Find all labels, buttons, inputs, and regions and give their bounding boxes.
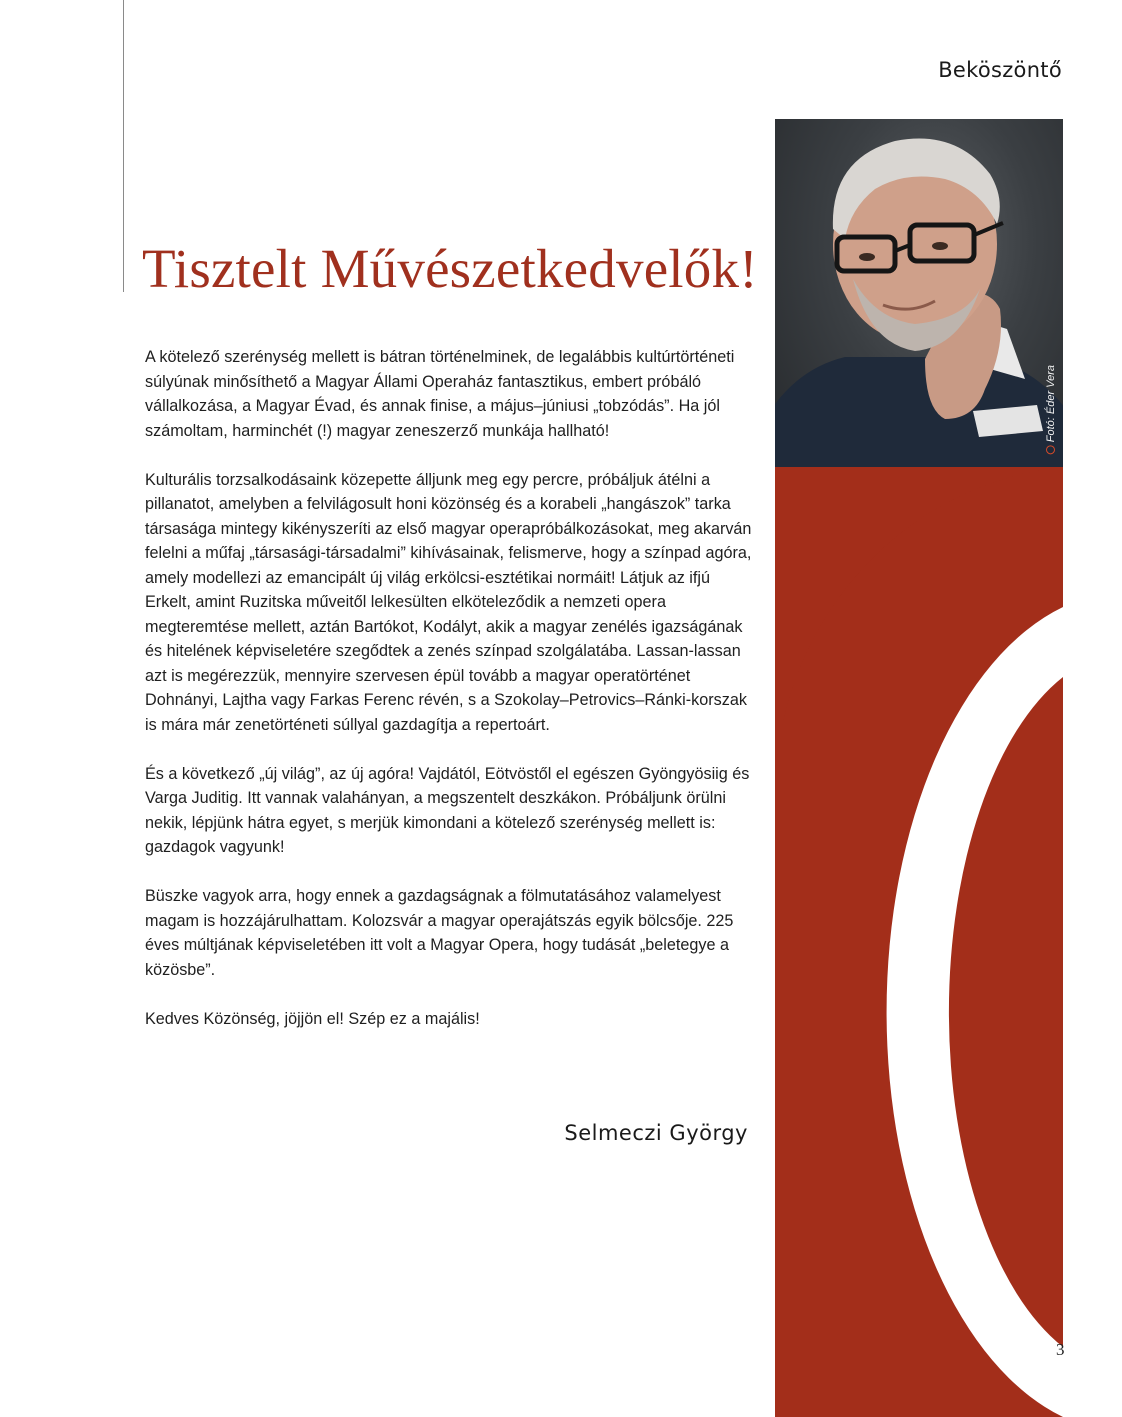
page-title: Tisztelt Művészetkedvelők! [142,238,758,299]
paragraph-1: A kötelező szerénység mellett is bátran történelminek, de legalábbis kultúrtörténeti súlyúnak minősíthető a Magyar Állami Operaház fantasztikus, embert próbáló vállalkozása, a Magyar Évad, és annak finise, a május–júniusi „tobzódás”. Ha jól számoltam, harminchét (!) magyar zeneszerző munkája hallható! [145,348,735,440]
photo-credit-text: Fotó: Éder Vera [1045,364,1057,442]
paragraph-4: Büszke vagyok arra, hogy ennek a gazdagságnak a fölmutatásához valamelyest magam is hozzájárulhattam. Kolozsvár a magyar operajátszás egyik bölcsője. 225 éves múltjának képviseletében itt volt a Magyar Opera, hogy tudását „beletegye a közösbe”. [145,887,734,979]
copyright-ring-icon [1047,445,1056,454]
vertical-rule [123,0,124,292]
decorative-red-panel [775,467,1063,1417]
article-body [145,345,755,1056]
section-label: Beköszöntő [938,58,1062,82]
author-portrait-photo [775,119,1063,467]
decorative-arc-shape [775,467,1063,1417]
photo-credit [1045,365,1057,457]
paragraph-2: Kulturális torzsalkodásaink közepette álljunk meg egy percre, próbáljuk átélni a pillanatot, amelyben a felvilágosult honi közönség és a korabeli „hangászok” tarka társasága mintegy kikényszeríti az első magyar operapróbálkozásokat, meg akarván felelni a műfaj „társasági-társadalmi” kihívásainak, felismerve, hogy a színpad agóra, amely modellezi az emancipált új világ erkölcsi-esztétikai normáit! Látjuk az ifjú Erkelt, amint Ruzitska műveitől lelkesülten elköteleződik a nemzeti opera megteremtése mellett, aztán Bartókot, Kodályt, akik a magyar zenélés igazságának és hitelének képviseletére szegődtek a zenés színpad szolgálatába. Lassan-lassan azt is megérezzük, mennyire szervesen épül tovább a magyar operatörténet Dohnányi, Lajtha vagy Farkas Ferenc révén, s a Szokolay–Petrovics–Ránki-korszak is mára már zenetörténeti súllyal gazdagítja a repertoárt. [145,470,752,734]
page-number: 3 [1056,1340,1065,1359]
paragraph-5: Kedves Közönség, jöjjön el! Szép ez a majális! [145,1009,480,1028]
author-signature: Selmeczi György [564,1121,748,1145]
paragraph-3: És a következő „új világ”, az új agóra! Vajdától, Eötvöstől el egészen Gyöngyösiig és Varga Juditig. Itt vannak valahányan, a megszentelt deszkákon. Próbáljunk örülni nekik, lépjünk hátra egyet, s merjük kimondani a kötelező szerénység mellett is: gazdagok vagyunk! [145,764,750,856]
portrait-illustration [775,119,1063,467]
